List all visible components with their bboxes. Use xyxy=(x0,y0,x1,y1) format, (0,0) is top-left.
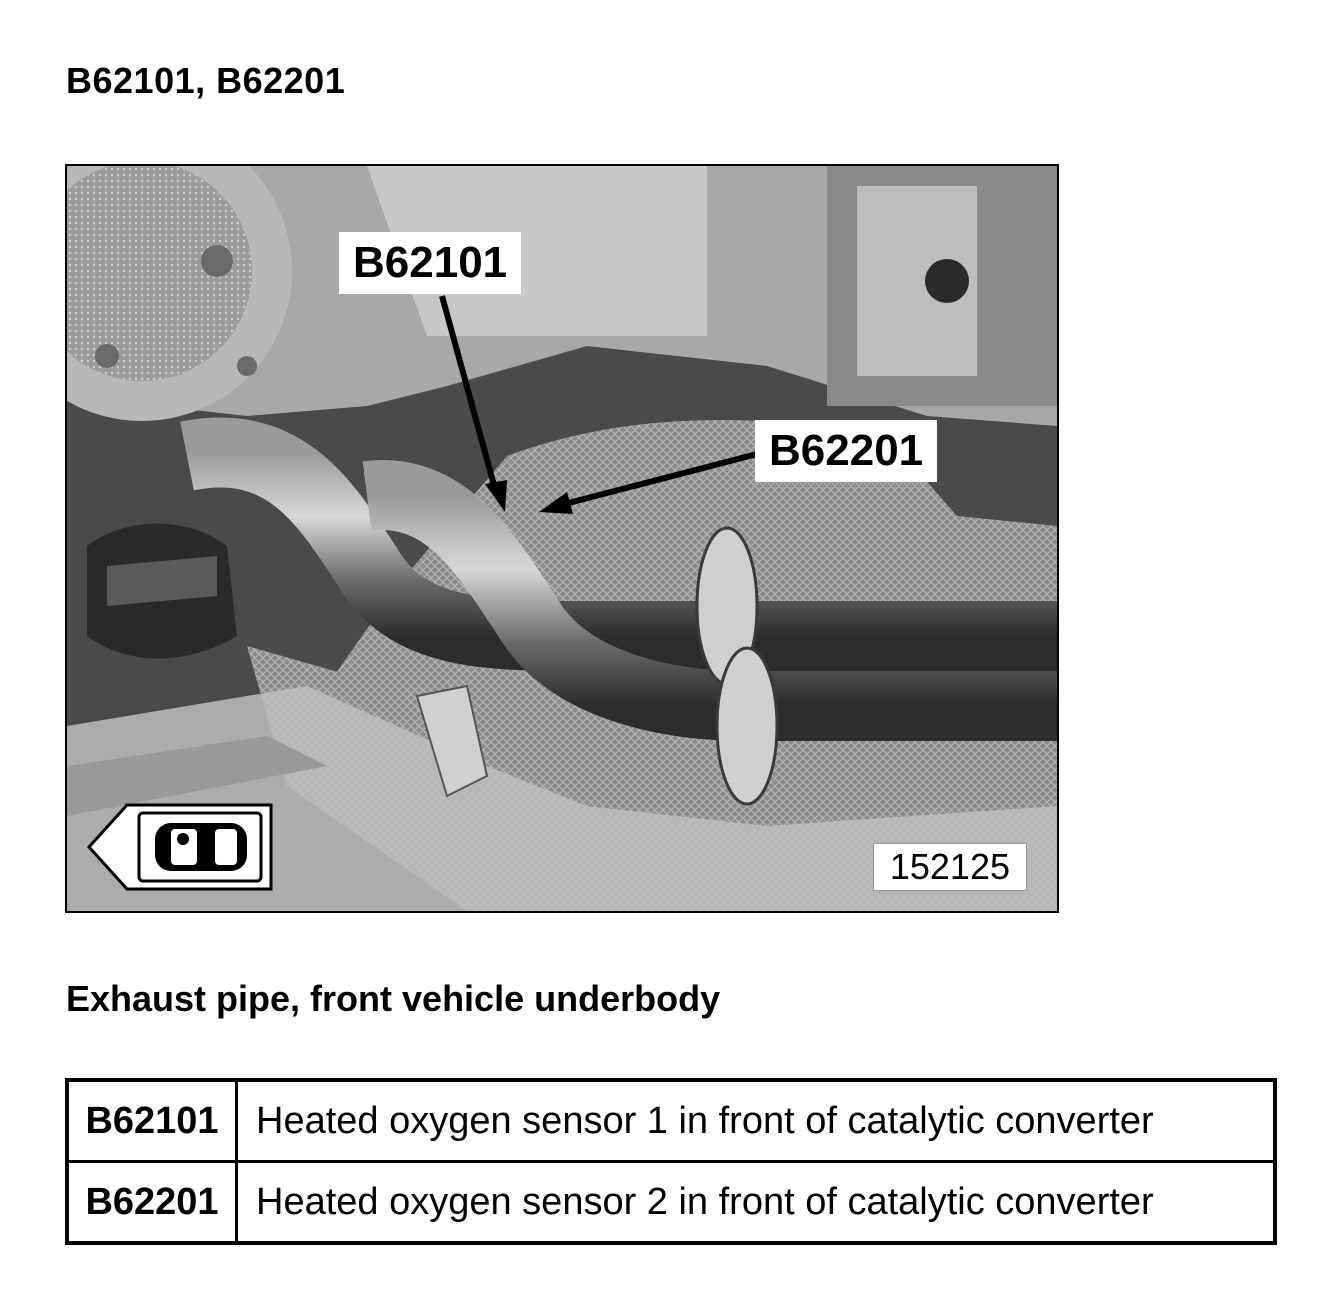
callout-b62201: B62201 xyxy=(755,420,937,482)
table-row xyxy=(67,1080,1275,1162)
component-description: Heated oxygen sensor 1 in front of catalytic converter xyxy=(237,1080,1276,1162)
component-code: B62101 xyxy=(67,1080,237,1162)
component-description: Heated oxygen sensor 2 in front of catalytic converter xyxy=(237,1162,1276,1244)
figure-caption: Exhaust pipe, front vehicle underbody xyxy=(66,978,721,1019)
component-code: B62201 xyxy=(67,1162,237,1244)
component-legend-table xyxy=(65,1078,1277,1245)
exhaust-pipe-photo xyxy=(65,164,1059,913)
vehicle-front-view-icon xyxy=(87,803,273,891)
photo-illustration xyxy=(67,166,1057,911)
table-row xyxy=(67,1162,1275,1244)
page-title: B62101, B62201 xyxy=(66,60,346,101)
callout-b62101: B62101 xyxy=(339,232,521,294)
figure-reference-number: 152125 xyxy=(873,843,1027,891)
